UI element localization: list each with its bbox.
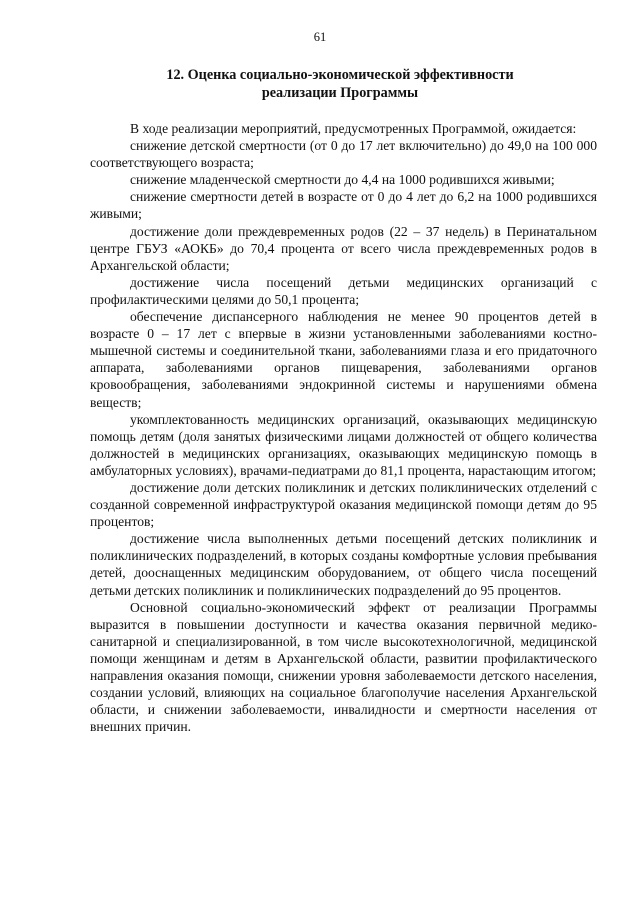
paragraph-staffing: укомплектованность медицинских организаций, оказывающих медицинскую помощь детям (доля занятых физическими лицами должностей от общего количества должностей в медицинских организациях, оказывающих медицинскую помощь в амбулаторных условиях), врачами-педиатрами до 81,1 процента, нарастающим итогом; [90,411,597,478]
paragraph-infant-mortality: снижение младенческой смертности до 4,4 на 1000 родившихся живыми; [130,172,555,188]
page-number: 61 [313,30,327,44]
paragraph-preterm-births: достижение доли преждевременных родов (22 – 37 недель) в Перинатальном центре ГБУЗ «АОКБ» до 70,4 процента от всего числа преждевременных родов в Архангельской области; [90,223,597,273]
paragraph-under-4-mortality: снижение смертности детей в возрасте от 0 до 4 лет до 6,2 на 1000 родившихся живыми; [90,189,597,222]
document-body [90,120,597,735]
section-heading-line-1: 12. Оценка социально-экономической эффективности [166,67,514,83]
paragraph-dispensary-observation: обеспечение диспансерного наблюдения не менее 90 процентов детей в возрасте 0 – 17 лет с впервые в жизни установленными заболеваниями костно-мышечной системы и соединительной ткани, заболеваниями глаза и его придаточного аппарата, заболеваниями органов пищеварения, заболеваниями органов кровообращения, заболеваниями эндокринной системы и нарушениями обмена веществ; [90,309,597,410]
paragraph-child-mortality: снижение детской смертности (от 0 до 17 лет включительно) до 49,0 на 100 000 соответствующего возраста; [90,138,597,171]
paragraph-comfortable-conditions: достижение числа выполненных детьми посещений детских поликлиник и поликлинических подразделений, в которых созданы комфортные условия пребывания детей, дооснащенных медицинским оборудованием, от общего числа посещений детьми детских поликлиник и поликлинических подразделений до 95 процентов. [90,531,597,598]
paragraph-intro: В ходе реализации мероприятий, предусмотренных Программой, ожидается: [130,121,577,136]
paragraph-main-effect: Основной социально-экономический эффект от реализации Программы выразится в повышении доступности и качества оказания первичной медико-санитарной и специализированной, в том числе высокотехнологичной, медицинской помощи женщинам и детям в Архангельской области, развитии профилактического направления оказания помощи, снижении уровня заболеваемости детского населения, создании условий, влияющих на социальное благополучие населения Архангельской области, и снижении заболеваемости, инвалидности и смертности населения от внешних причин. [90,599,597,735]
section-heading [80,66,600,102]
paragraph-infrastructure: достижение доли детских поликлиник и детских поликлинических отделений с созданной современной инфраструктурой оказания медицинской помощи детям до 95 процентов; [90,479,597,530]
paragraph-preventive-visits: достижение числа посещений детьми медицинских организаций с профилактическими целями до 50,1 процента; [90,274,597,307]
section-heading-line-2: реализации Программы [261,85,419,101]
